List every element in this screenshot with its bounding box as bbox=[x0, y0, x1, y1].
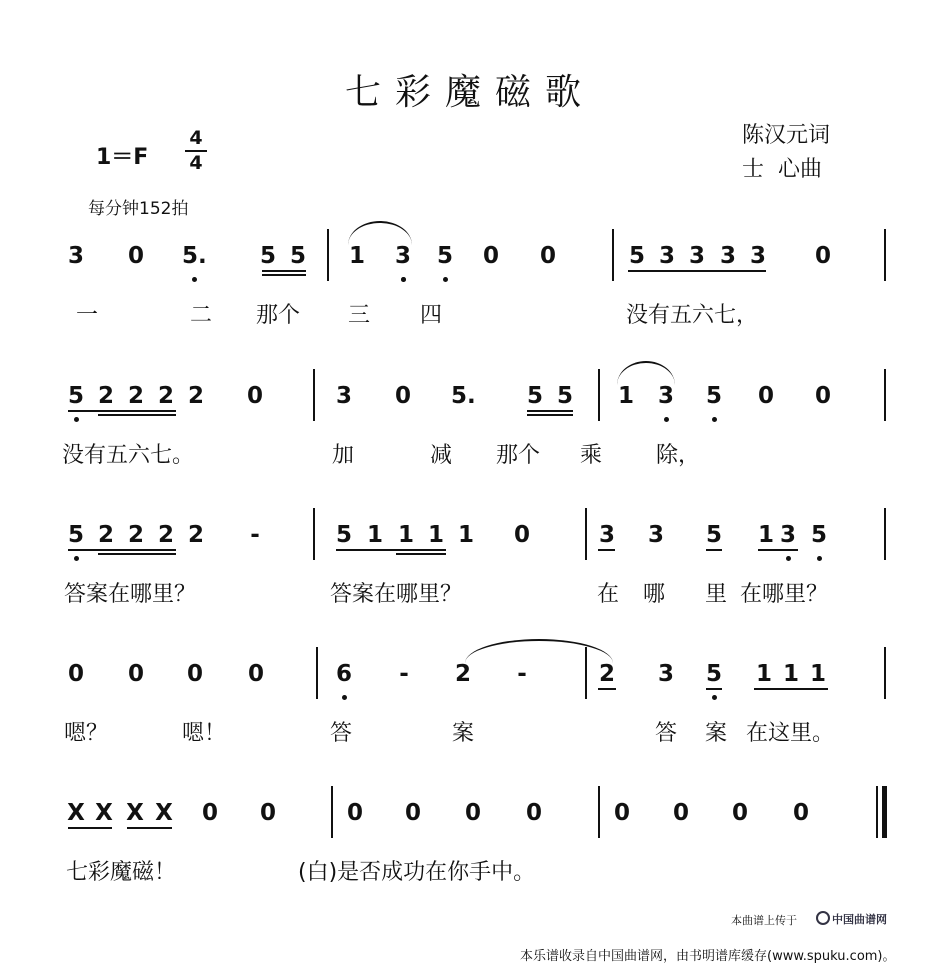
tie-arc bbox=[348, 221, 412, 245]
barline bbox=[585, 508, 587, 560]
lyric: 答案在哪里？ bbox=[330, 582, 463, 607]
octave-dot-low bbox=[342, 695, 347, 700]
duration-underline bbox=[754, 688, 828, 690]
note: 1 bbox=[397, 522, 414, 548]
note: 2 bbox=[157, 383, 174, 409]
barline-final bbox=[882, 786, 887, 838]
barline bbox=[316, 647, 318, 699]
time-signature bbox=[185, 128, 207, 174]
note: 0 bbox=[404, 800, 421, 826]
note: 2 bbox=[97, 522, 114, 548]
duration-underline bbox=[527, 410, 573, 412]
duration-underline bbox=[127, 827, 172, 829]
note: 3 bbox=[394, 243, 411, 269]
note: 0 bbox=[247, 661, 264, 687]
lyric: 答 bbox=[330, 721, 353, 746]
note: 0 bbox=[814, 243, 831, 269]
note: 3 bbox=[658, 243, 675, 269]
note: 3 bbox=[688, 243, 705, 269]
note: 0 bbox=[464, 800, 481, 826]
note: 1 bbox=[757, 522, 774, 548]
note: 5 bbox=[705, 522, 722, 548]
note: - bbox=[250, 522, 260, 548]
barline bbox=[884, 369, 886, 421]
note: - bbox=[517, 661, 527, 687]
lyric: 四 bbox=[420, 303, 443, 328]
lyric: 答 bbox=[655, 721, 678, 746]
note: 0 bbox=[757, 383, 774, 409]
duration-underline bbox=[628, 270, 766, 272]
note: 0 bbox=[792, 800, 809, 826]
lyric: 那个 bbox=[496, 443, 541, 468]
note: X bbox=[155, 800, 173, 826]
duration-underline bbox=[706, 688, 722, 690]
note: 5 bbox=[526, 383, 543, 409]
note: 5. bbox=[182, 243, 207, 269]
duration-underline bbox=[758, 549, 798, 551]
note: X bbox=[67, 800, 85, 826]
note: 2 bbox=[187, 522, 204, 548]
lyric: (白)是否成功在你手中。 bbox=[298, 860, 536, 885]
octave-dot-low bbox=[192, 277, 197, 282]
note: 2 bbox=[127, 383, 144, 409]
note: 0 bbox=[127, 243, 144, 269]
note: 0 bbox=[394, 383, 411, 409]
octave-dot-low bbox=[401, 277, 406, 282]
note: 0 bbox=[482, 243, 499, 269]
note: X bbox=[95, 800, 113, 826]
note: 3 bbox=[657, 383, 674, 409]
barline bbox=[876, 786, 878, 838]
lyric: 在这里。 bbox=[746, 721, 835, 746]
tie-arc bbox=[617, 361, 675, 385]
note: 5. bbox=[451, 383, 476, 409]
note: 3 bbox=[598, 522, 615, 548]
note: 5 bbox=[810, 522, 827, 548]
upload-note: 本曲谱上传于 bbox=[731, 914, 797, 927]
note: 1 bbox=[782, 661, 799, 687]
duration-underline bbox=[262, 274, 306, 276]
octave-dot-low bbox=[712, 695, 717, 700]
note: 1 bbox=[755, 661, 772, 687]
barline bbox=[331, 786, 333, 838]
barline bbox=[884, 229, 886, 281]
lyric: 减 bbox=[430, 443, 453, 468]
lyric: 二 bbox=[190, 303, 213, 328]
note: 2 bbox=[157, 522, 174, 548]
octave-dot-low bbox=[443, 277, 448, 282]
key-signature: 1＝F bbox=[96, 145, 149, 170]
duration-underline bbox=[396, 553, 446, 555]
note: 6 bbox=[335, 661, 352, 687]
note: 5 bbox=[705, 383, 722, 409]
note: 5 bbox=[289, 243, 306, 269]
lyricist-credit: 陈汉元词 bbox=[742, 123, 831, 148]
octave-dot-low bbox=[712, 417, 717, 422]
lyric: 嗯？ bbox=[64, 721, 109, 746]
lyric: 三 bbox=[348, 303, 371, 328]
note: 0 bbox=[259, 800, 276, 826]
note: 5 bbox=[67, 383, 84, 409]
barline bbox=[313, 508, 315, 560]
lyric: 一 bbox=[76, 303, 99, 328]
note: 0 bbox=[186, 661, 203, 687]
duration-underline bbox=[68, 549, 176, 551]
octave-dot-low bbox=[664, 417, 669, 422]
note: 0 bbox=[731, 800, 748, 826]
score-title: 七彩魔磁歌 bbox=[344, 72, 595, 113]
time-signature-bottom: 4 bbox=[189, 152, 203, 174]
note: 3 bbox=[335, 383, 352, 409]
note: 1 bbox=[809, 661, 826, 687]
note: 0 bbox=[346, 800, 363, 826]
octave-dot-low bbox=[817, 556, 822, 561]
note: 5 bbox=[259, 243, 276, 269]
lyric: 在哪里？ bbox=[740, 582, 829, 607]
note: 0 bbox=[539, 243, 556, 269]
lyric: 案 bbox=[452, 721, 475, 746]
composer-credit: 士 心曲 bbox=[742, 157, 822, 182]
note: 2 bbox=[187, 383, 204, 409]
lyric: 没有五六七。 bbox=[62, 443, 195, 468]
note: 0 bbox=[127, 661, 144, 687]
tempo-marking: 每分钟152拍 bbox=[88, 199, 189, 219]
lyric: 在 bbox=[597, 582, 620, 607]
lyric: 嗯！ bbox=[182, 721, 227, 746]
duration-underline bbox=[598, 688, 616, 690]
duration-underline bbox=[527, 414, 573, 416]
site-logo: 中国曲谱网 bbox=[816, 911, 887, 927]
note: 5 bbox=[556, 383, 573, 409]
lyric: 案 bbox=[705, 721, 728, 746]
note: 5 bbox=[628, 243, 645, 269]
barline bbox=[884, 647, 886, 699]
lyric: 没有五六七， bbox=[626, 303, 759, 328]
footer-note: 本乐谱收录自中国曲谱网，由书明谱库缓存(www.spuku.com)。 bbox=[520, 949, 896, 964]
octave-dot-low bbox=[74, 417, 79, 422]
duration-underline bbox=[68, 827, 112, 829]
barline bbox=[884, 508, 886, 560]
note: - bbox=[399, 661, 409, 687]
time-signature-top: 4 bbox=[189, 127, 203, 149]
lyric: 答案在哪里？ bbox=[64, 582, 197, 607]
lyric: 七彩魔磁！ bbox=[66, 860, 177, 885]
lyric: 除， bbox=[656, 443, 701, 468]
note: 3 bbox=[67, 243, 84, 269]
note: 0 bbox=[201, 800, 218, 826]
lyric: 里 bbox=[705, 582, 728, 607]
note: 2 bbox=[598, 661, 615, 687]
note: 0 bbox=[246, 383, 263, 409]
barline bbox=[598, 369, 600, 421]
note: 0 bbox=[814, 383, 831, 409]
note: 5 bbox=[67, 522, 84, 548]
note: 0 bbox=[613, 800, 630, 826]
duration-underline bbox=[68, 410, 176, 412]
note: 1 bbox=[617, 383, 634, 409]
tie-arc bbox=[465, 639, 613, 663]
duration-underline bbox=[98, 553, 176, 555]
note: 5 bbox=[436, 243, 453, 269]
barline bbox=[313, 369, 315, 421]
duration-underline bbox=[98, 414, 176, 416]
note: 0 bbox=[672, 800, 689, 826]
note: 0 bbox=[525, 800, 542, 826]
note: 1 bbox=[366, 522, 383, 548]
note: 2 bbox=[97, 383, 114, 409]
barline bbox=[327, 229, 329, 281]
site-logo-icon bbox=[816, 911, 830, 925]
note: X bbox=[126, 800, 144, 826]
note: 3 bbox=[749, 243, 766, 269]
note: 1 bbox=[427, 522, 444, 548]
barline bbox=[598, 786, 600, 838]
lyric: 那个 bbox=[256, 303, 301, 328]
barline bbox=[612, 229, 614, 281]
note: 3 bbox=[719, 243, 736, 269]
note: 0 bbox=[67, 661, 84, 687]
note: 2 bbox=[127, 522, 144, 548]
duration-underline bbox=[336, 549, 446, 551]
note: 3 bbox=[647, 522, 664, 548]
note: 1 bbox=[348, 243, 365, 269]
note: 1 bbox=[457, 522, 474, 548]
octave-dot-low bbox=[74, 556, 79, 561]
lyric: 哪 bbox=[643, 582, 666, 607]
note: 2 bbox=[454, 661, 471, 687]
note: 3 bbox=[779, 522, 796, 548]
duration-underline bbox=[262, 270, 306, 272]
note: 3 bbox=[657, 661, 674, 687]
duration-underline bbox=[598, 549, 615, 551]
note: 5 bbox=[705, 661, 722, 687]
duration-underline bbox=[706, 549, 722, 551]
note: 5 bbox=[335, 522, 352, 548]
note: 0 bbox=[513, 522, 530, 548]
lyric: 乘 bbox=[580, 443, 603, 468]
lyric: 加 bbox=[332, 443, 355, 468]
octave-dot-low bbox=[786, 556, 791, 561]
